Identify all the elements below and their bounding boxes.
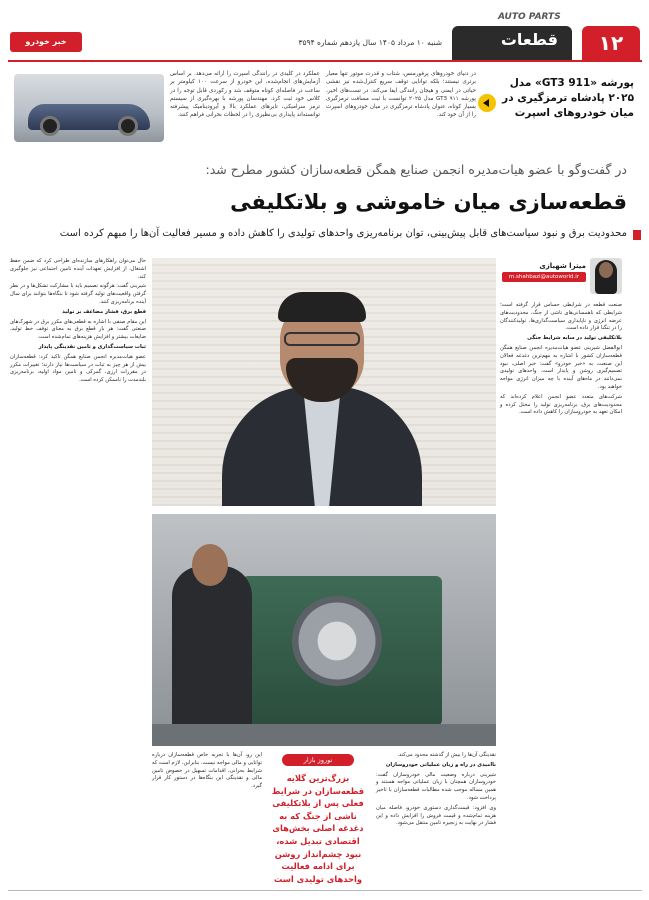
factory-floor [152, 724, 496, 746]
newspaper-logo: خبر خودرو [10, 32, 82, 52]
author-box [500, 258, 622, 298]
paragraph: صنعت قطعه در شرایطی حساس قرار گرفته است؛ شرایطی که ناهمسانی‌های ناشی از جنگ، محدودیت‌های عرضه انرژی و ناپایداری سیاست‌گذاری‌ها، تولیدکنندگان را در تنگنا قرار داده است. [500, 302, 622, 332]
brand-label: AUTO PARTS [498, 12, 561, 22]
lathe-chuck [292, 596, 382, 686]
article-column-1 [500, 302, 622, 882]
paragraph: شرکت‌های متعدد عضو انجمن اعلام کرده‌اند که محدودیت‌های برق، برنامه‌ریزی تولید را مختل کرده و امکان تعهد به خودروسازان را کاهش داده است. [500, 393, 622, 416]
paragraph: شیرینی گفت: هرگونه تصمیم باید با مشارکت تشکل‌ها و در نظر گرفتن واقعیت‌های تولید گرفته شود تا بنگاه‌ها بتوانند برای سال آینده برنامه‌ریزی کنند. [10, 283, 146, 305]
header-divider [8, 60, 642, 62]
paragraph: نقدینگی آن‌ها را بیش از گذشته محدود می‌کند. [397, 752, 496, 758]
teaser-body-left: عملکرد در کلیدی در رانندگی اسپرت را ارائه می‌دهد. بر اساس آزمایش‌های انجام‌شده، این خودرو از سرعت ۱۰۰ کیلومتر بر ساعت در فاصله‌ای کوتاه متوقف شد و رکوردی قابل توجه را در کلاس خود ثبت کرد. مهندسان پورشه با بهره‌گیری از سیستم ترمز سرامیکی، تایرهای عملکرد بالا و آیرودینامیک پیشرفته توانسته‌اند پایداری بی‌نظیری را در لحظات بحرانی فراهم کنند. [170, 71, 320, 119]
paragraph: این مقام صنفی با اشاره به قطعی‌های مکرر برق در شهرک‌های صنعتی گفت: هر بار قطع برق به معنای توقف خط تولید، ضایعات بیشتر و افزایش هزینه‌های تمام‌شده است. [10, 318, 146, 341]
subheading: ثبات سیاست‌گذاری و تامین نقدینگی پایدار [38, 343, 146, 350]
article-kicker: در گفت‌وگو با عضو هیات‌مدیره انجمن صنایع همگن قطعه‌سازان کشور مطرح شد: [205, 162, 627, 177]
section-title: قطعات [500, 30, 558, 49]
teaser-headline[interactable]: پورشه «GT3 911» مدل ۲۰۲۵ پادشاه ترمزگیری در میان خودروهای اسپرت [502, 77, 634, 119]
article-column-4 [10, 258, 146, 882]
subheading: ناامیدی در راه و زیان عملیاتی خودروسازان [385, 761, 496, 768]
factory-photo [152, 514, 496, 746]
page-header [0, 0, 649, 62]
article-title: قطعه‌سازی میان خاموشی و بلاتکلیفی [230, 190, 627, 214]
car-wheel [40, 116, 60, 136]
article-column-2 [376, 752, 496, 882]
arrow-left-icon[interactable] [478, 94, 496, 112]
subheading: قطع برق، فشار مضاعف بر تولید [62, 308, 146, 315]
worker-body [172, 566, 252, 746]
paragraph: شیرینی درباره وضعیت مالی خودروسازان گفت: خودروسازان همچنان با زیان عملیاتی مواجه هستند و همین مساله موجب شده مطالبات قطعه‌سازان با تاخیر پرداخت شود. [376, 771, 496, 801]
car-photo [14, 74, 164, 142]
article-column-3 [152, 752, 262, 882]
car-wheel [118, 116, 138, 136]
interviewee-portrait [152, 258, 496, 506]
author-name: میترا شهبازی [539, 262, 586, 270]
teaser-body-right: در دنیای خودروهای پرفورمنس، شتاب و قدرت موتور تنها معیار برتری نیستند؛ بلکه توانایی توقف سریع کنترل‌شده نیز نقشی حیاتی در ایمنی و هیجان رانندگی ایفا می‌کند. در تست‌های اخیر، پورشه ۹۱۱ GT3 مدل ۲۰۲۵ توانست با ثبت مسافت ترمزگیری بسیار کوتاه، عنوان پادشاه ترمزگیری در میان خودروهای اسپرت را از آن خود کند. [326, 71, 476, 119]
hair [278, 292, 366, 322]
paragraph: عضو هیات‌مدیره انجمن صنایع همگن تاکید کرد: قطعه‌سازان بیش از هر چیز به ثبات در سیاست‌ها نیاز دارند؛ تغییرات مکرر در مقررات ارزی، گمرکی و تامین مواد اولیه، برنامه‌ریزی بلندمدت را ناممکن کرده است. [10, 353, 146, 384]
author-email[interactable]: m.shahbazi@autoworld.ir [502, 272, 586, 282]
pull-quote [268, 754, 368, 884]
avatar-face [599, 262, 613, 278]
issue-line: شنبه ۱۰ مرداد ۱۴۰۵ سال یازدهم شماره ۳۵۹۴ [298, 38, 442, 47]
news-teaser [8, 66, 642, 146]
author-avatar [590, 258, 622, 294]
glasses [284, 332, 360, 346]
subheading: بلاتکلیفی تولید در سایه شرایط جنگی [527, 335, 622, 342]
paragraph: ابوالفضل شیرینی عضو هیات‌مدیره انجمن صنایع همگن قطعه‌سازان کشور با اشاره به مهم‌ترین دغدغه فعالان این صنعت، به «خبر خودرو» گفت: خبر اصلی، نبود تصمیم‌گیری روشن و پایدار است. واحدهای تولیدی نمی‌دانند در ماه‌های آینده با چه میزان انرژی مواجه خواهند بود. [500, 344, 622, 390]
article-lead: محدودیت برق و نبود سیاست‌های قابل پیش‌بینی، توان برنامه‌ریزی واحدهای تولیدی را کاهش داده و مسیر فعالیت آن‌ها را مبهم کرده است [59, 228, 627, 239]
paragraph: وی افزود: قیمت‌گذاری دستوری خودرو، فاصله میان هزینه تمام‌شده و قیمت فروش را افزایش داده و این فشار در نهایت به زنجیره تامین منتقل می‌شود. [376, 804, 496, 827]
section-tab [452, 26, 572, 60]
worker-head [192, 544, 228, 586]
quote-tag: نوروز بازار [282, 754, 354, 766]
paragraph: این رو، آن‌ها با تجربه خاص قطعه‌سازان درباره توانایی و مالی مواجه نیست. بنابراین، لازم است که شرایط بحرانی، اقدامات تسهیل در خصوص تامین مالی و نقدینگی این بنگاه‌ها در دستور کار قرار گیرد. [152, 752, 262, 790]
paragraph: حال می‌توان راهکارهای سازنده‌ای طراحی کرد که ضمن حفظ اشتغال، از افزایش تعهدات آینده تامین اجتماعی نیز جلوگیری کند. [10, 258, 146, 280]
footer-divider [8, 890, 642, 891]
lead-marker [633, 230, 641, 240]
page-number: ۱۲ [582, 26, 640, 60]
quote-text: بزرگ‌ترین گلایه قطعه‌سازان در شرایط فعلی پس از بلاتکلیفی ناشی از جنگ که به دغدغه اصلی بخش‌های اقتصادی تبدیل شده، نبود چشم‌انداز روشن برای ادامه فعالیت واحدهای تولیدی است [271, 773, 365, 884]
